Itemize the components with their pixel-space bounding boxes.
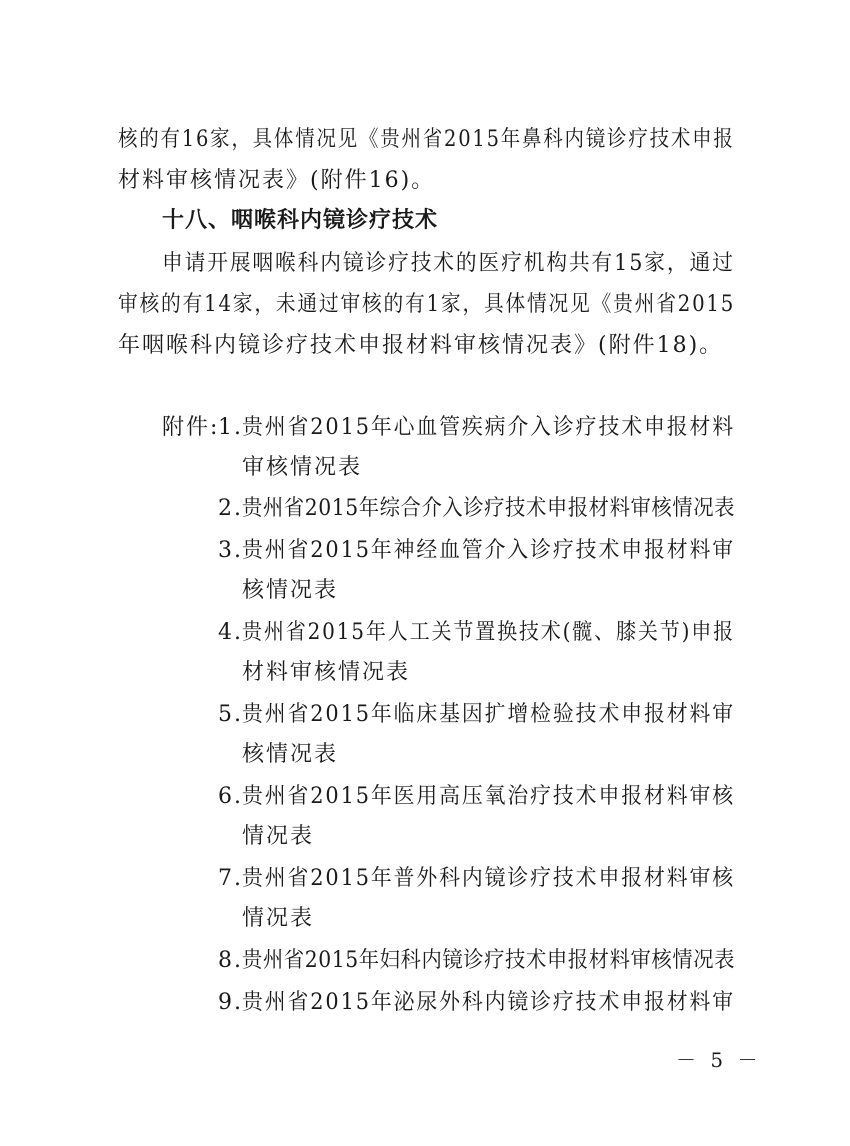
paragraph-line: 年咽喉科内镜诊疗技术申报材料审核情况表》(附件18)。 [118, 333, 724, 358]
attachment-item-title: 贵州省2015年人工关节置换技术(髋、膝关节)申报 [242, 620, 735, 645]
attachment-item-title: 贵州省2015年临床基因扩增检验技术申报材料审 [242, 702, 735, 727]
attachment-item-title: 贵州省2015年医用高压氧治疗技术申报材料审核 [242, 784, 735, 809]
page-number: － 5 － [676, 1048, 762, 1072]
paragraph-line: 申请开展咽喉科内镜诊疗技术的医疗机构共有15家，通过 [162, 251, 735, 276]
attachment-item-number: 6. [218, 784, 243, 809]
attachment-item-title-continued: 核情况表 [242, 578, 339, 603]
attachment-item-title: 贵州省2015年泌尿外科内镜诊疗技术申报材料审 [242, 990, 735, 1015]
attachment-item-title: 贵州省2015年心血管疾病介入诊疗技术申报材料 [242, 415, 735, 440]
attachment-item-title-continued: 核情况表 [242, 742, 339, 767]
paragraph-line: 审核的有14家，未通过审核的有1家，具体情况见《贵州省2015 [118, 292, 736, 317]
attachment-item-number: 7. [218, 866, 243, 891]
attachment-item-title-continued: 情况表 [242, 824, 315, 849]
attachment-item-number: 5. [218, 702, 243, 727]
attachment-item-title: 贵州省2015年普外科内镜诊疗技术申报材料审核 [242, 866, 735, 891]
attachment-item-title: 贵州省2015年综合介入诊疗技术申报材料审核情况表 [242, 496, 736, 521]
attachment-item-number: 9. [218, 990, 243, 1015]
attachment-item-number: 4. [218, 620, 243, 645]
attachment-item-number: 1. [218, 415, 243, 440]
attachment-item-number: 8. [218, 948, 243, 973]
attachment-item-title: 贵州省2015年妇科内镜诊疗技术申报材料审核情况表 [242, 948, 736, 973]
attachment-item-number: 2. [218, 496, 243, 521]
attachment-item-number: 3. [218, 538, 243, 563]
paragraph-line: 核的有16家，具体情况见《贵州省2015年鼻科内镜诊疗技术申报 [118, 127, 735, 152]
attachment-item-title-continued: 材料审核情况表 [242, 660, 411, 685]
paragraph-line: 材料审核情况表》(附件16)。 [118, 168, 436, 193]
attachments-label: 附件: [162, 415, 220, 440]
attachment-item-title-continued: 情况表 [242, 906, 315, 931]
attachment-item-title: 贵州省2015年神经血管介入诊疗技术申报材料审 [242, 538, 735, 563]
attachment-item-title-continued: 审核情况表 [242, 455, 363, 480]
section-heading: 十八、咽喉科内镜诊疗技术 [162, 208, 439, 233]
